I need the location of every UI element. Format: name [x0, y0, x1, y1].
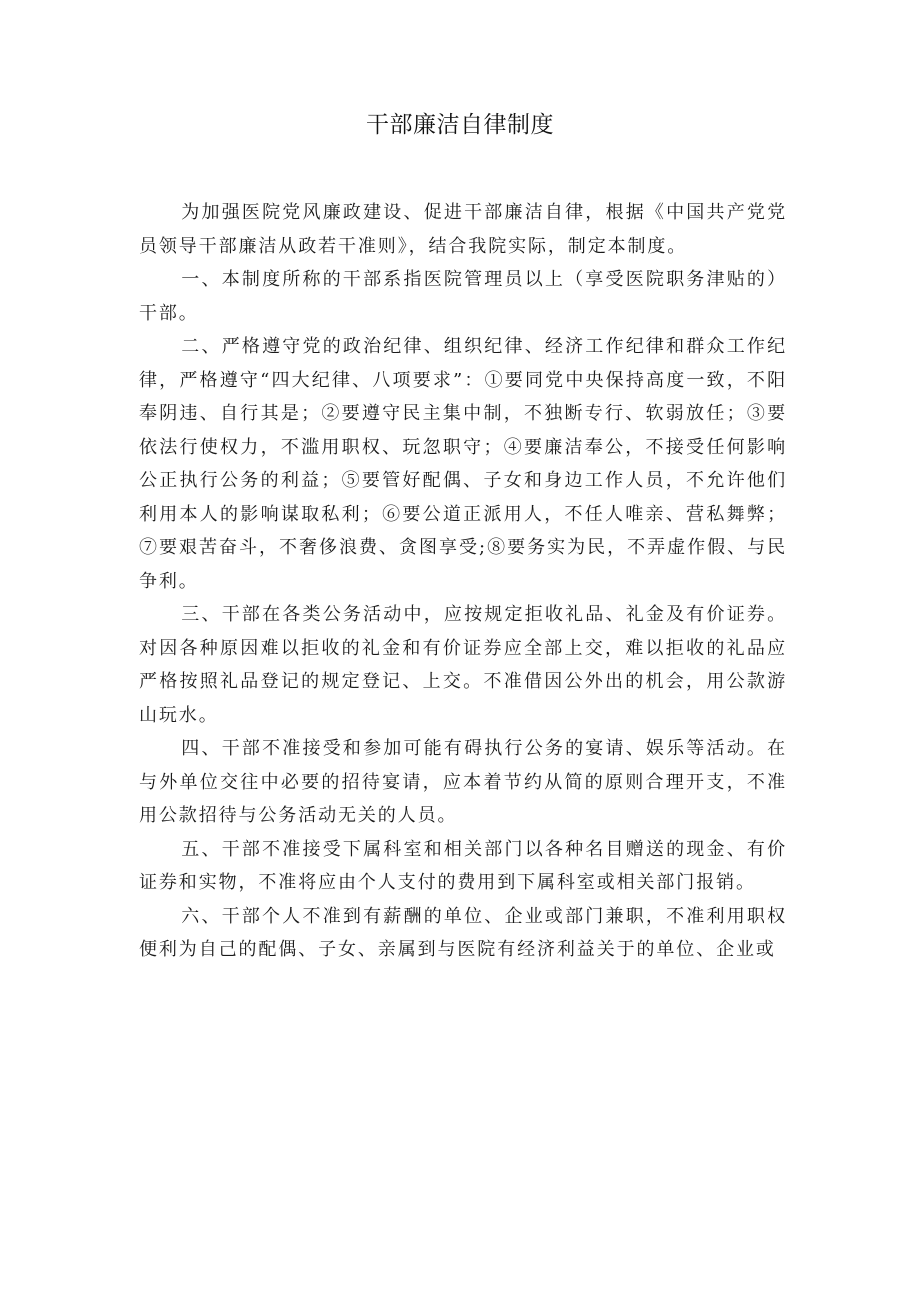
document-title: 干部廉洁自律制度 — [366, 112, 554, 138]
paragraph-article-1: 一、本制度所称的干部系指医院管理员以上（享受医院职务津贴的）干部。 — [139, 269, 787, 324]
paragraph-preamble: 为加强医院党风廉政建设、促进干部廉洁自律，根据《中国共产党党员领导干部廉洁从政若干准则》，结合我院实际，制定本制度。 — [139, 202, 787, 257]
paragraph-article-3: 三、干部在各类公务活动中，应按规定拒收礼品、礼金及有价证券。对因各种原因难以拒收的礼金和有价证券应全部上交，难以拒收的礼品应严格按照礼品登记的规定登记、上交。不准借因公外出的机会，用公款游山玩水。 — [139, 604, 787, 726]
paragraph-article-6: 六、干部个人不准到有薪酬的单位、企业或部门兼职，不准利用职权便利为自己的配偶、子女、亲属到与医院有经济利益关于的单位、企业或 — [139, 905, 787, 960]
paragraph-article-4: 四、干部不准接受和参加可能有碍执行公务的宴请、娱乐等活动。在与外单位交往中必要的招待宴请，应本着节约从简的原则合理开支，不准用公款招待与公务活动无关的人员。 — [139, 738, 787, 826]
paragraph-article-5: 五、干部不准接受下属科室和相关部门以各种名目赠送的现金、有价证券和实物，不准将应由个人支付的费用到下属科室或相关部门报销。 — [139, 838, 787, 893]
document-body — [139, 196, 787, 967]
paragraph-article-2: 二、严格遵守党的政治纪律、组织纪律、经济工作纪律和群众工作纪律，严格遵守“四大纪律、八项要求”：①要同党中央保持高度一致，不阳奉阴违、自行其是；②要遵守民主集中制，不独断专行、软弱放任；③要依法行使权力，不滥用职权、玩忽职守；④要廉洁奉公，不接受任何影响公正执行公务的利益；⑤要管好配偶、子女和身边工作人员，不允许他们利用本人的影响谋取私利；⑥要公道正派用人，不任人唯亲、营私舞弊；⑦要艰苦奋斗，不奢侈浪费、贪图享受;⑧要务实为民，不弄虚作假、与民争利。 — [139, 336, 787, 592]
